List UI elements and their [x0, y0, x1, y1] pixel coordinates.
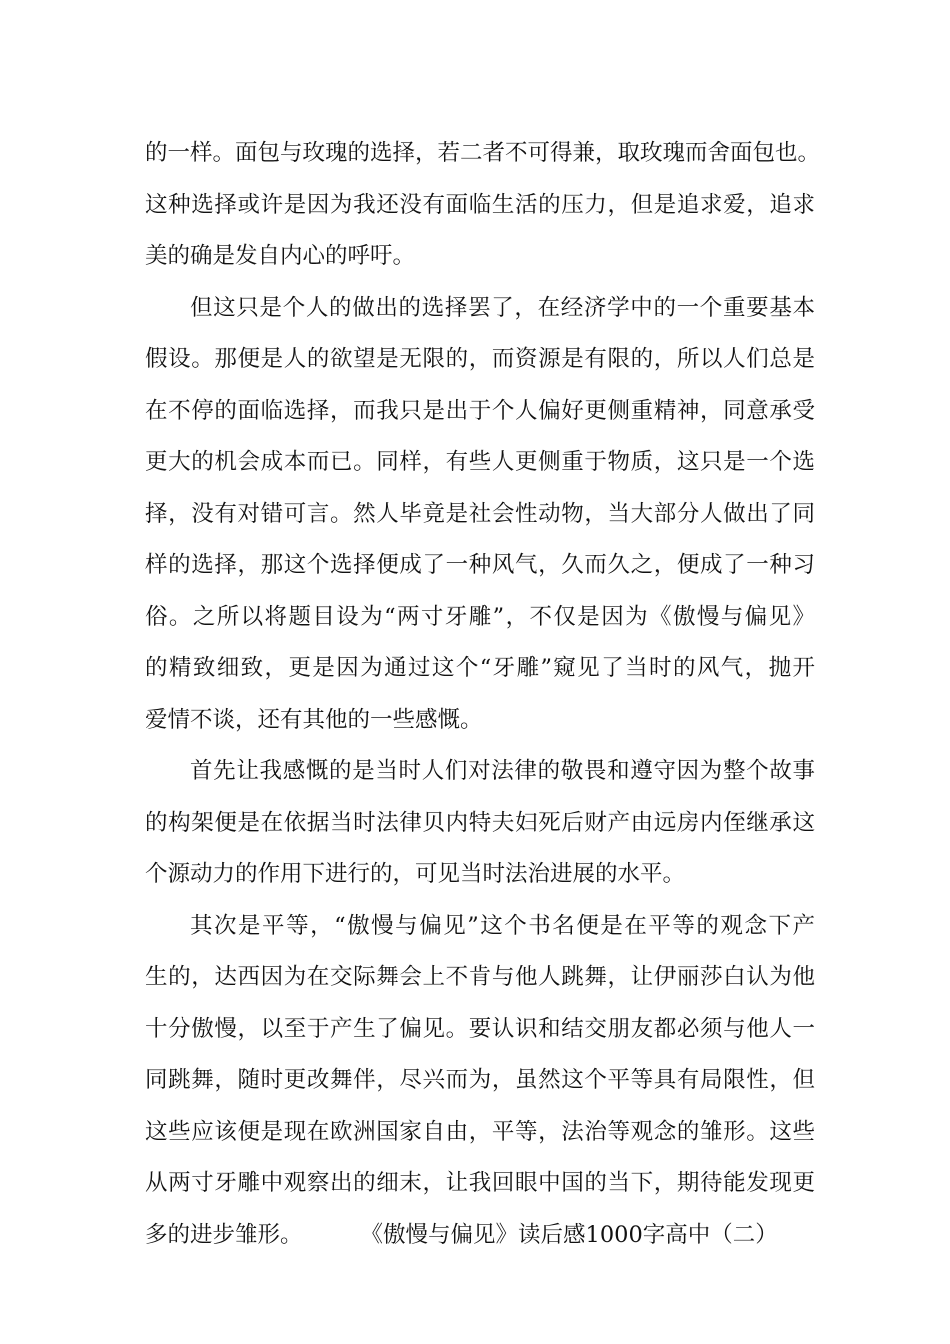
text-line: 这种选择或许是因为我还没有面临生活的压力，但是追求爱，追求 [145, 191, 815, 218]
text-line: 这些应该便是现在欧洲国家自由，平等，法治等观念的雏形。这些 [145, 1118, 815, 1145]
text-line: 美的确是发自内心的呼吁。 [145, 243, 416, 269]
paragraph-first-line: 其次是平等，“傲慢与偏见”这个书名便是在平等的观念下产 [190, 912, 815, 939]
text-line: 样的选择，那这个选择便成了一种风气，久而久之，便成了一种习 [145, 552, 815, 578]
text-line-end: 多的进步雏形。 [145, 1221, 303, 1248]
body-text [145, 128, 821, 1261]
text-line: 个源动力的作用下进行的，可见当时法治进展的水平。 [145, 861, 686, 887]
text-line: 在不停的面临选择，而我只是出于个人偏好更侧重精神，同意承受 [145, 397, 815, 424]
text-line: 的一样。面包与玫瑰的选择，若二者不可得兼，取玫瑰而舍面包也。 [145, 140, 821, 166]
text-line: 的精致细致，更是因为通过这个“牙雕”窥见了当时的风气，抛开 [145, 655, 815, 681]
paragraph-first-line: 首先让我感慨的是当时人们对法律的敬畏和遵守因为整个故事 [190, 758, 815, 784]
text-line: 择，没有对错可言。然人毕竟是社会性动物，当大部分人做出了同 [145, 500, 815, 527]
text-line: 爱情不谈，还有其他的一些感慨。 [145, 706, 483, 733]
paragraph-first-line: 但这只是个人的做出的选择罢了，在经济学中的一个重要基本 [190, 294, 815, 321]
text-line: 十分傲慢，以至于产生了偏见。要认识和结交朋友都必须与他人一 [145, 1015, 815, 1042]
text-line: 同跳舞，随时更改舞伴，尽兴而为，虽然这个平等具有局限性，但 [145, 1067, 815, 1093]
text-line: 更大的机会成本而已。同样，有些人更侧重于物质，这只是一个选 [145, 449, 815, 475]
text-line: 的构架便是在依据当时法律贝内特夫妇死后财产由远房内侄继承这 [145, 809, 815, 836]
text-line-last [145, 1210, 815, 1262]
next-section-title: 《傲慢与偏见》读后感1000字高中（二） [360, 1221, 778, 1248]
text-line: 生的，达西因为在交际舞会上不肯与他人跳舞，让伊丽莎白认为他 [145, 964, 815, 990]
text-line: 从两寸牙雕中观察出的细末，让我回眼中国的当下，期待能发现更 [145, 1170, 815, 1196]
text-line: 假设。那便是人的欲望是无限的，而资源是有限的，所以人们总是 [145, 346, 815, 372]
text-line: 俗。之所以将题目设为“两寸牙雕”，不仅是因为《傲慢与偏见》 [145, 603, 815, 630]
